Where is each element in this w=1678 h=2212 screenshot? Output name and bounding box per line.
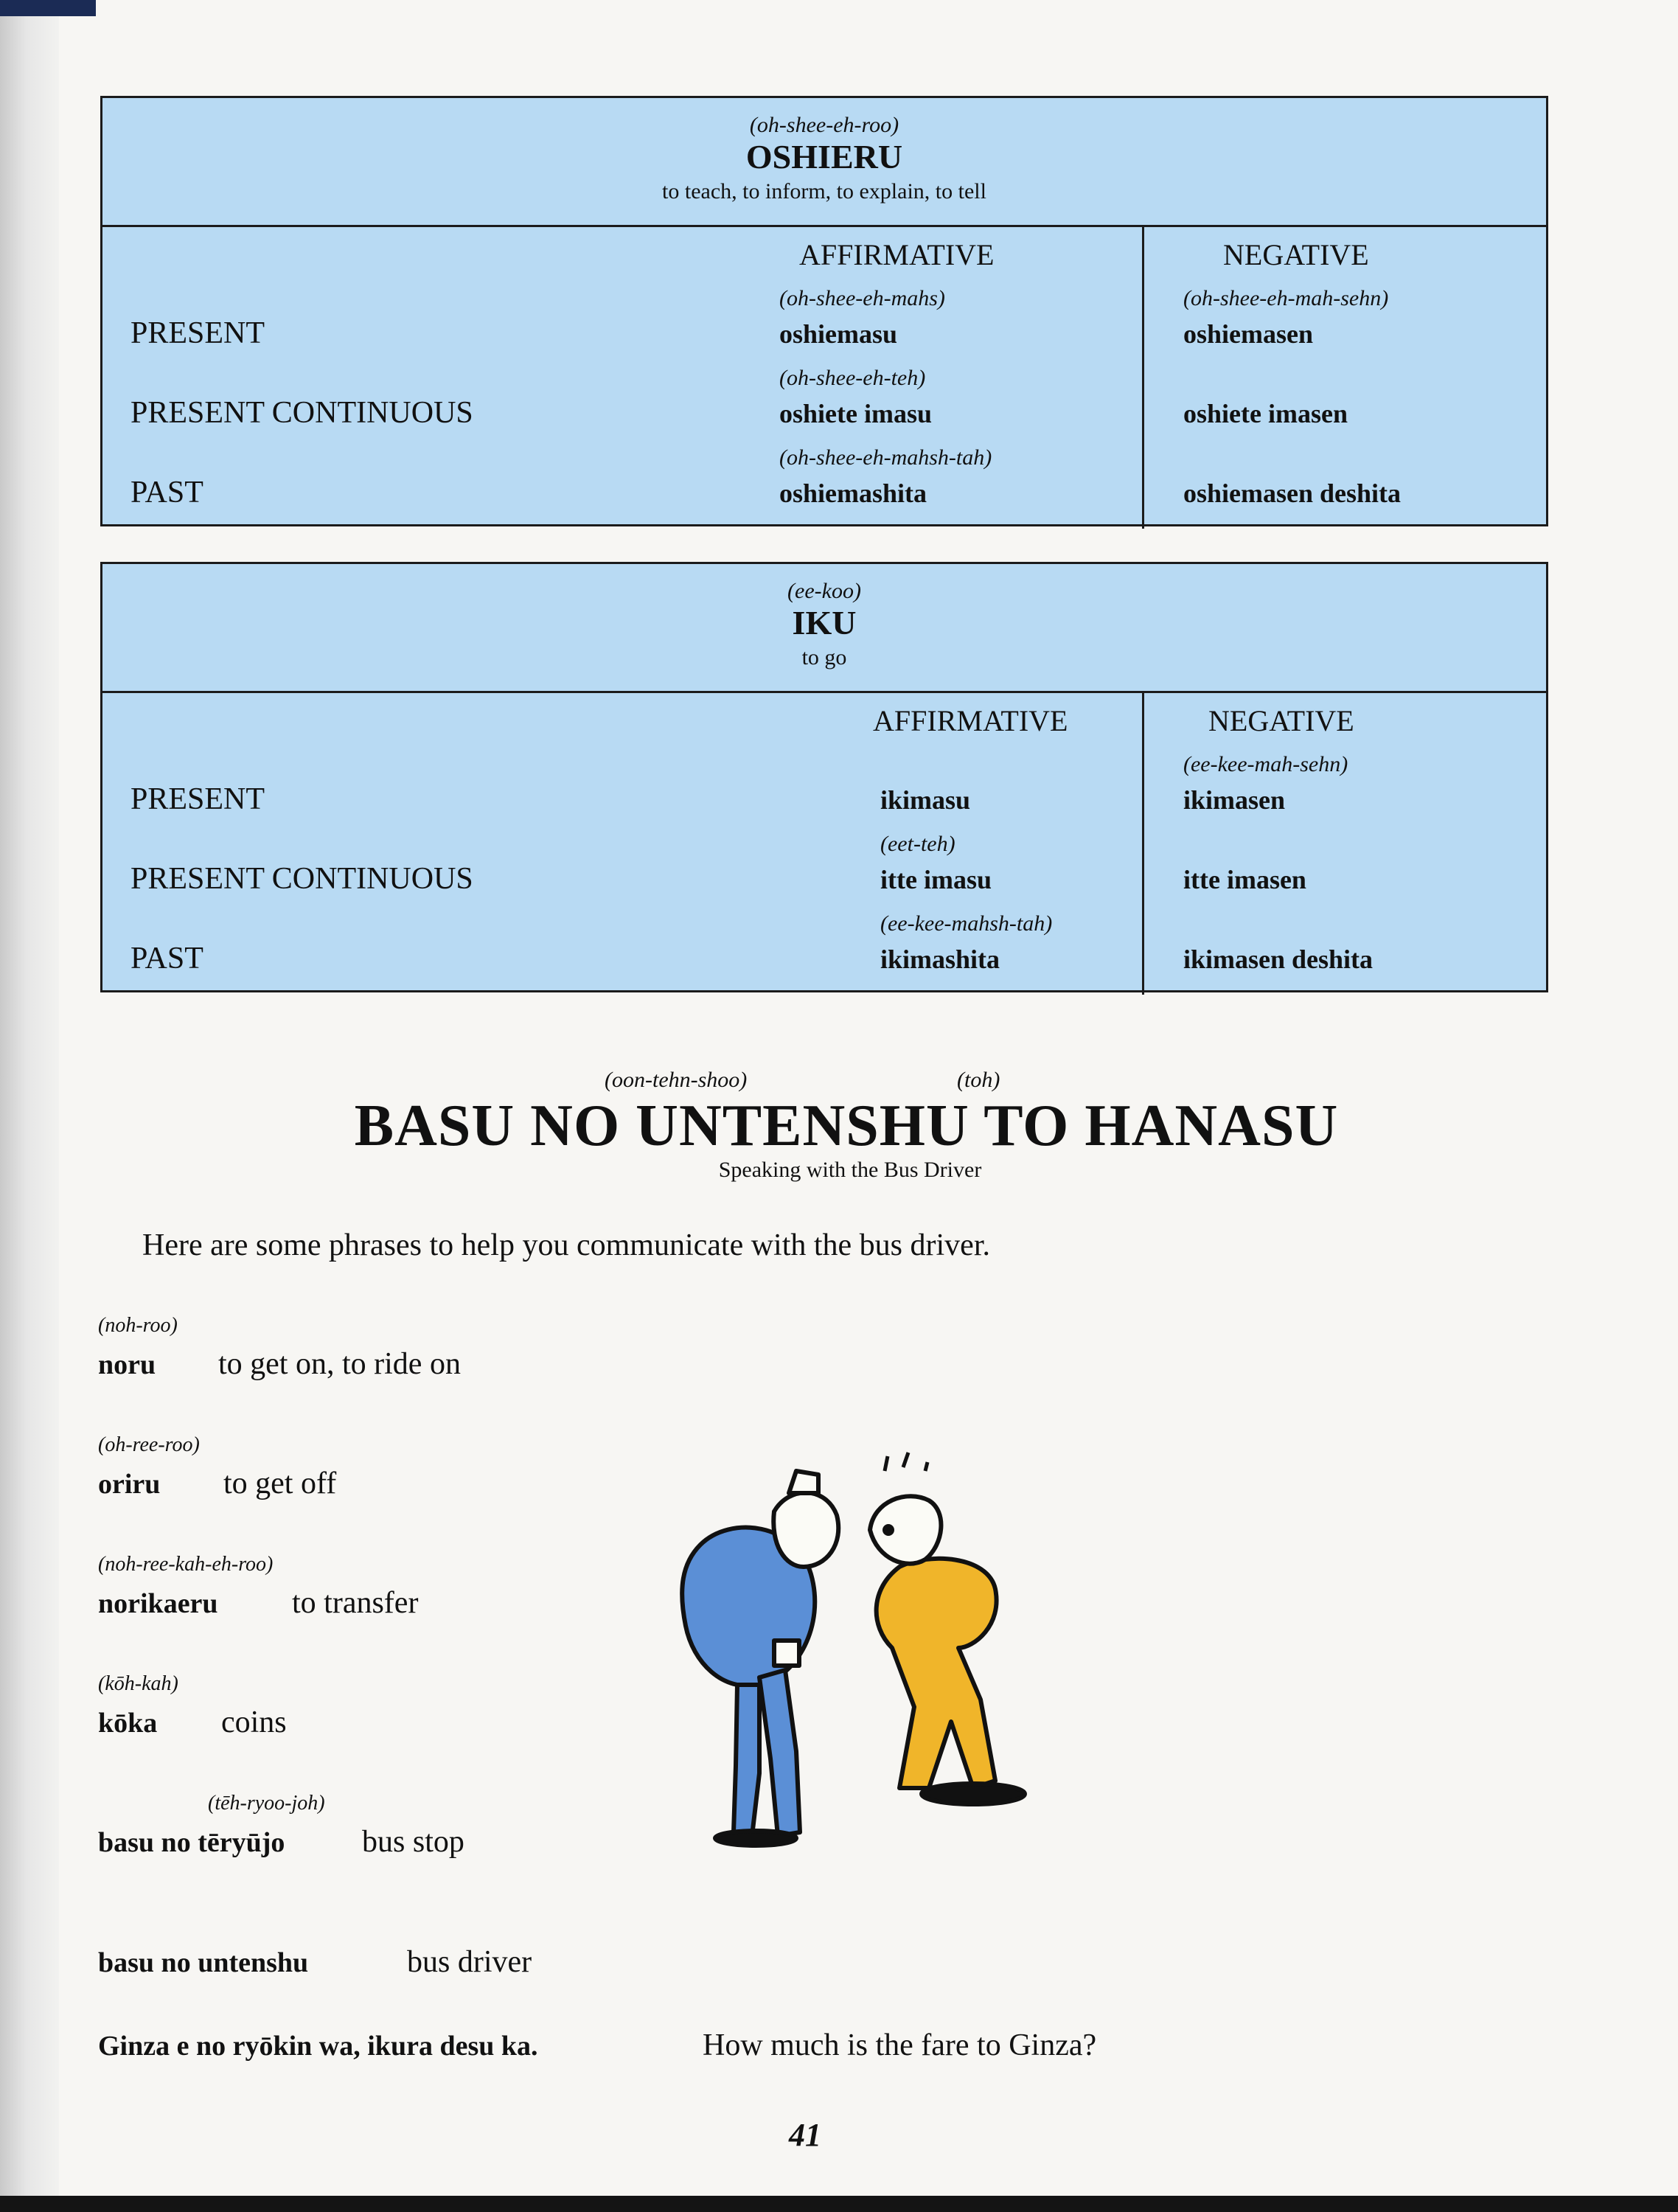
vocab-pronunciation: (oh-ree-roo) (98, 1433, 200, 1456)
vocab-meaning: bus stop (362, 1825, 464, 1859)
negative-header: NEGATIVE (1208, 704, 1354, 737)
negative-pronunciation: (ee-kee-mah-sehn) (1183, 752, 1348, 776)
affirmative-header: AFFIRMATIVE (873, 704, 1068, 737)
vocab-word: Ginza e no ryōkin wa, ikura desu ka. (98, 2031, 538, 2062)
intro-text: Here are some phrases to help you communicate with the bus driver. (142, 1228, 990, 1262)
affirmative-header: AFFIRMATIVE (799, 238, 995, 271)
negative-pronunciation: (oh-shee-eh-mah-sehn) (1183, 286, 1389, 310)
bottom-edge-bar (0, 2196, 1678, 2212)
vocab-word: basu no untenshu (98, 1947, 309, 1978)
affirmative-form: oshiemashita (779, 479, 927, 508)
verb-pronunciation: (oh-shee-eh-roo) (749, 113, 899, 137)
conjugation-header (102, 564, 1546, 693)
vocab-word: oriru (98, 1469, 161, 1500)
top-edge-bar (0, 0, 96, 16)
negative-form: ikimasen deshita (1183, 945, 1374, 974)
vocab-word: norikaeru (98, 1588, 218, 1619)
affirmative-pronunciation: (eet-teh) (880, 832, 955, 856)
verb-meaning: to teach, to inform, to explain, to tell (662, 179, 986, 204)
verb-title: IKU (792, 604, 857, 641)
verb-title: OSHIERU (745, 138, 903, 175)
column-divider (1142, 227, 1144, 529)
affirmative-pronunciation: (oh-shee-eh-mahsh-tah) (779, 445, 992, 470)
vocab-pronunciation: (kōh-kah) (98, 1672, 178, 1695)
vocab-meaning: to transfer (292, 1586, 419, 1620)
column-divider (1142, 693, 1144, 995)
vocab-meaning: bus driver (407, 1945, 532, 1979)
negative-form: oshiemasen (1183, 319, 1314, 349)
affirmative-pronunciation: (oh-shee-eh-mahs) (779, 286, 945, 310)
vocab-word: kōka (98, 1708, 158, 1739)
negative-header: NEGATIVE (1223, 238, 1369, 271)
vocab-meaning: How much is the fare to Ginza? (703, 2028, 1097, 2062)
affirmative-form: oshiemasu (779, 319, 898, 349)
section-subtitle: Speaking with the Bus Driver (718, 1158, 982, 1182)
affirmative-form: ikimashita (880, 945, 1000, 974)
affirmative-form: itte imasu (880, 865, 992, 894)
vocab-pronunciation: (noh-ree-kah-eh-roo) (98, 1553, 274, 1576)
tense-label: PAST (130, 476, 203, 509)
verb-meaning: to go (801, 645, 847, 669)
conjugation-table-oshieru (100, 96, 1548, 526)
vocab-meaning: coins (221, 1705, 287, 1739)
page-number: 41 (789, 2117, 821, 2153)
tense-label: PRESENT (130, 316, 265, 350)
conjugation-header (102, 98, 1546, 227)
negative-form: oshiemasen deshita (1183, 479, 1402, 508)
affirmative-pronunciation: (ee-kee-mahsh-tah) (880, 911, 1053, 936)
affirmative-form: oshiete imasu (779, 399, 932, 428)
bowing-figure (682, 1471, 838, 1846)
bus-driver-illustration (649, 1441, 1106, 1869)
title-pronunciation-to: (toh) (957, 1068, 1000, 1092)
tense-label: PRESENT CONTINUOUS (130, 396, 473, 430)
vocab-meaning: to get on, to ride on (218, 1347, 461, 1381)
verb-pronunciation: (ee-koo) (787, 579, 861, 603)
vocab-meaning: to get off (223, 1467, 337, 1500)
vocab-pronunciation: (noh-roo) (98, 1314, 178, 1337)
tense-label: PAST (130, 942, 203, 975)
tense-label: PRESENT (130, 782, 265, 816)
affirmative-form: ikimasu (880, 785, 971, 815)
section-title: BASU NO UNTENSHU TO HANASU (354, 1093, 1339, 1158)
negative-form: oshiete imasen (1183, 399, 1348, 428)
vocab-word: basu no tēryūjo (98, 1827, 285, 1858)
conjugation-table-iku (100, 562, 1548, 992)
negative-form: itte imasen (1183, 865, 1306, 894)
surprised-figure (870, 1453, 1025, 1804)
title-pronunciation-untenshu: (oon-tehn-shoo) (605, 1068, 748, 1092)
conjugation-body (102, 227, 1546, 529)
conjugation-body (102, 693, 1546, 995)
vocab-word: noru (98, 1349, 156, 1380)
negative-form: ikimasen (1183, 785, 1286, 815)
affirmative-pronunciation: (oh-shee-eh-teh) (779, 366, 926, 390)
vocab-pronunciation: (tēh-ryoo-joh) (208, 1792, 325, 1815)
tense-label: PRESENT CONTINUOUS (130, 862, 473, 896)
